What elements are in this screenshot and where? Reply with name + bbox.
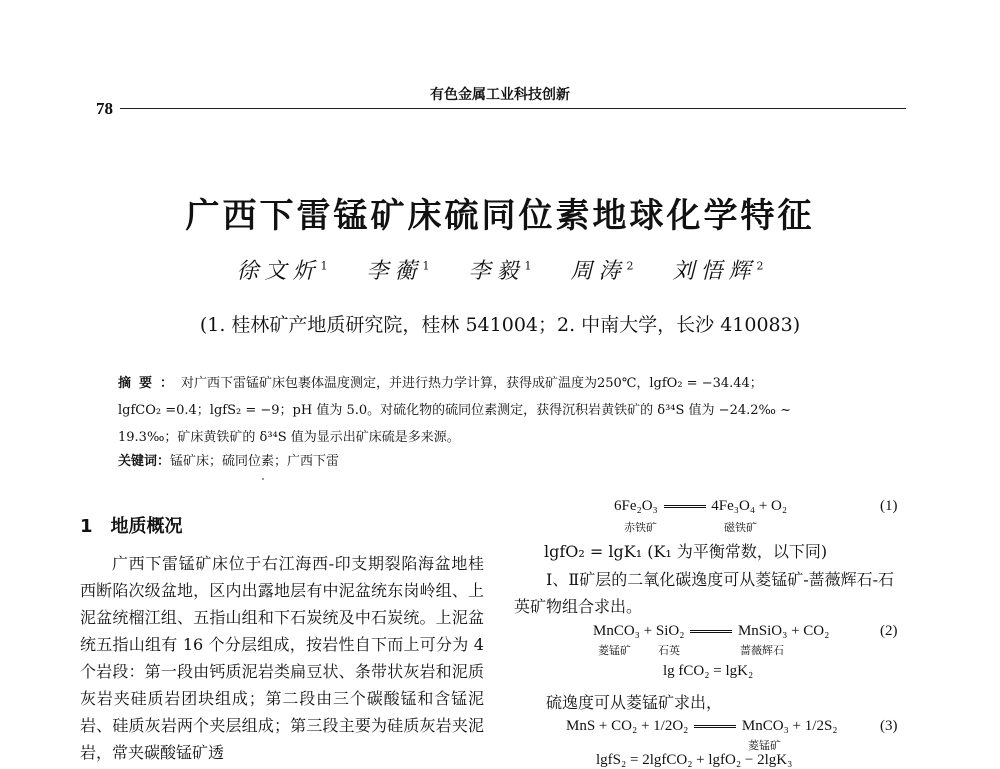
equilibrium-sign	[664, 505, 706, 508]
eq2-label-3: 蔷薇辉石	[740, 644, 784, 657]
keywords-text: 锰矿床；硫同位素；广西下雷	[170, 454, 340, 469]
section-number: 1	[80, 516, 93, 537]
author: 李毅$^1$	[468, 259, 532, 284]
abstract-line: 19.3‰；矿床黄铁矿的 δ³⁴S 值为显示出矿床硫是多来源。	[118, 430, 460, 445]
author: 周涛$^2$	[570, 259, 634, 284]
equation-1	[614, 498, 787, 515]
eq2-lhs: MnCO₃ + SiO₂	[593, 623, 685, 639]
paragraph: 广西下雷锰矿床位于右江海西-印支期裂陷海盆地桂西断陷次级盆地，区内出露地层有中泥盆统东岗岭组、上泥盆统榴江组、五指山组和下石炭统及中石炭统。上泥盆统五指山组有 16 个分层组成，按岩性自下而上可分为 4 个岩段：第一段由钙质泥岩类扁豆状、条带状灰岩和泥质灰岩夹硅质岩团块组成；第二段由三个碳酸锰和含锰泥岩、硅质灰岩两个夹层组成；第三段主要为硅质灰岩夹泥岩，常夹碳酸锰矿透	[80, 554, 484, 762]
eq3-number: (3)	[880, 718, 898, 734]
eq1-label-rhs: 磁铁矿	[724, 521, 757, 534]
equilibrium-sign	[690, 630, 732, 633]
equilibrium-sign	[694, 725, 736, 728]
equation-3	[566, 718, 838, 735]
page-number: 78	[96, 99, 113, 118]
section-heading	[80, 512, 183, 538]
header-rule	[120, 108, 906, 109]
affiliations: (1. 桂林矿产地质研究院，桂林 541004；2. 中南大学，长沙 410083)	[199, 314, 801, 336]
eq1-label-lhs: 赤铁矿	[624, 521, 657, 534]
divider-dot	[262, 478, 264, 480]
eq3-continuation: lgfS₂ = 2lgfCO₂ + lgfO₂ − 2lgK₃	[596, 752, 793, 768]
eq3-label: 菱锰矿	[748, 739, 781, 752]
eq1-lhs: 6Fe₂O₃	[614, 498, 658, 514]
paper-title: 广西下雷锰矿床硫同位素地球化学特征	[185, 196, 815, 236]
author: 李蘅$^1$	[366, 259, 430, 284]
right-paragraph: 硫逸度可从菱锰矿求出，	[546, 693, 723, 712]
equation-2	[593, 623, 829, 640]
eq2-note: lg fCO₂ = lgK₂	[663, 663, 754, 679]
author-list	[0, 254, 1000, 285]
abstract	[118, 370, 883, 451]
journal-name: 有色金属工业科技创新	[430, 87, 570, 103]
eq3-lhs: MnS + CO₂ + 1/2O₂	[566, 718, 689, 734]
abstract-label: 摘要：	[118, 376, 182, 391]
eq1-rhs: 4Fe₃O₄ + O₂	[711, 498, 788, 514]
author: 徐文炘$^1$	[236, 259, 328, 284]
abstract-line: 对广西下雷锰矿床包裹体温度测定，并进行热力学计算，获得成矿温度为250℃，lgfO₂ = −34.44；	[181, 376, 763, 391]
section-title: 地质概况	[110, 516, 183, 537]
eq2-label-1: 菱锰矿	[598, 644, 631, 657]
eq1-note: lgfO₂ = lgK₁ (K₁ 为平衡常数，以下同)	[544, 542, 828, 561]
eq2-number: (2)	[880, 623, 898, 639]
keywords	[118, 450, 339, 469]
author: 刘悟辉$^2$	[672, 259, 764, 284]
eq2-rhs: MnSiO₃ + CO₂	[737, 623, 830, 639]
abstract-line: lgfCO₂ =0.4；lgfS₂ = −9；pH 值为 5.0。对硫化物的硫同位素测定，获得沉积岩黄铁矿的 δ³⁴S 值为 −24.2‰ ~	[118, 403, 791, 418]
section-body	[80, 550, 484, 766]
eq1-number: (1)	[880, 498, 898, 514]
right-paragraph: Ⅰ、Ⅱ矿层的二氧化碳逸度可从菱锰矿-蔷薇辉石-石英矿物组合求出。	[514, 570, 895, 616]
keywords-label: 关键词：	[118, 454, 171, 469]
eq3-rhs: MnCO₃ + 1/2S₂	[741, 718, 838, 734]
eq2-label-2: 石英	[658, 644, 680, 657]
